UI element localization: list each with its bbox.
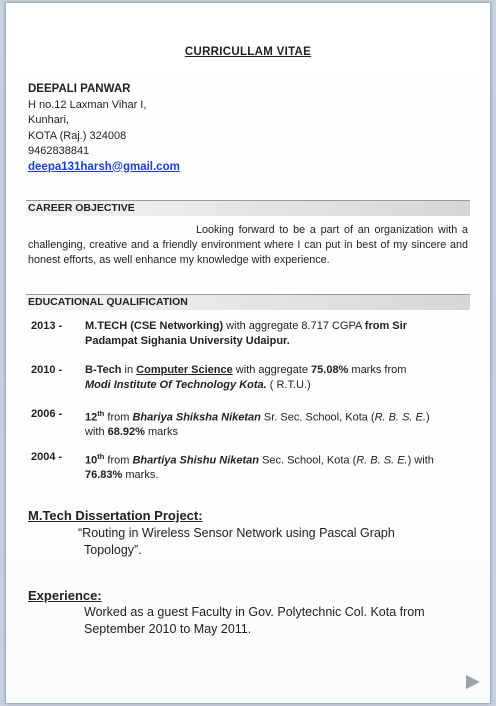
email-link[interactable]: deepa131harsh@gmail.com (28, 160, 180, 173)
education-desc: 10th from Bhartiya Shishu Niketan Sec. School, Kota (R. B. S. E.) with 76.83% marks. (85, 452, 434, 482)
education-year: 2006 - (31, 408, 63, 420)
dissertation-heading: M.Tech Dissertation Project: (28, 508, 203, 523)
address-line-2: Kunhari, (28, 114, 69, 126)
page-title: CURRICULLAM VITAE (184, 46, 312, 58)
education-desc: M.TECH (CSE Networking) with aggregate 8.717 CGPA from Sir Padampat Sighania University Udaipur. (85, 320, 407, 347)
education-year: 2013 - (31, 320, 63, 332)
contact-block (28, 82, 180, 175)
education-heading: EDUCATIONAL QUALIFICATION (26, 294, 470, 310)
education-desc: 12th from Bhariya Shiksha Niketan Sr. Sec. School, Kota (R. B. S. E.) with 68.92% marks (85, 409, 430, 439)
career-objective-text: Looking forward to be a part of an organization with a challenging, creative and a friendly environment where I can put in best of my sincere and honest efforts, as well enhance my knowledge with experience. (28, 224, 468, 267)
address-line-3: KOTA (Raj.) 324008 (28, 129, 127, 142)
dissertation-text: “Routing in Wireless Sensor Network using Pascal Graph Topology”. (78, 526, 395, 557)
resume-page (5, 2, 491, 704)
phone-number: 9462838841 (28, 145, 90, 157)
education-year: 2004 - (31, 451, 63, 463)
experience-heading: Experience: (28, 588, 102, 603)
education-year: 2010 - (31, 364, 63, 376)
experience-text: Worked as a guest Faculty in Gov. Polytechnic Col. Kota from September 2010 to May 2011. (84, 605, 425, 636)
address-line-1: H no.12 Laxman Vihar I, (28, 98, 147, 111)
next-arrow-icon[interactable] (466, 675, 480, 689)
career-objective-heading: CAREER OBJECTIVE (26, 200, 470, 216)
candidate-name: DEEPALI PANWAR (28, 83, 131, 95)
education-desc: B-Tech in Computer Science with aggregate 75.08% marks from Modi Institute Of Technology Kota. ( R.T.U.) (85, 364, 407, 391)
